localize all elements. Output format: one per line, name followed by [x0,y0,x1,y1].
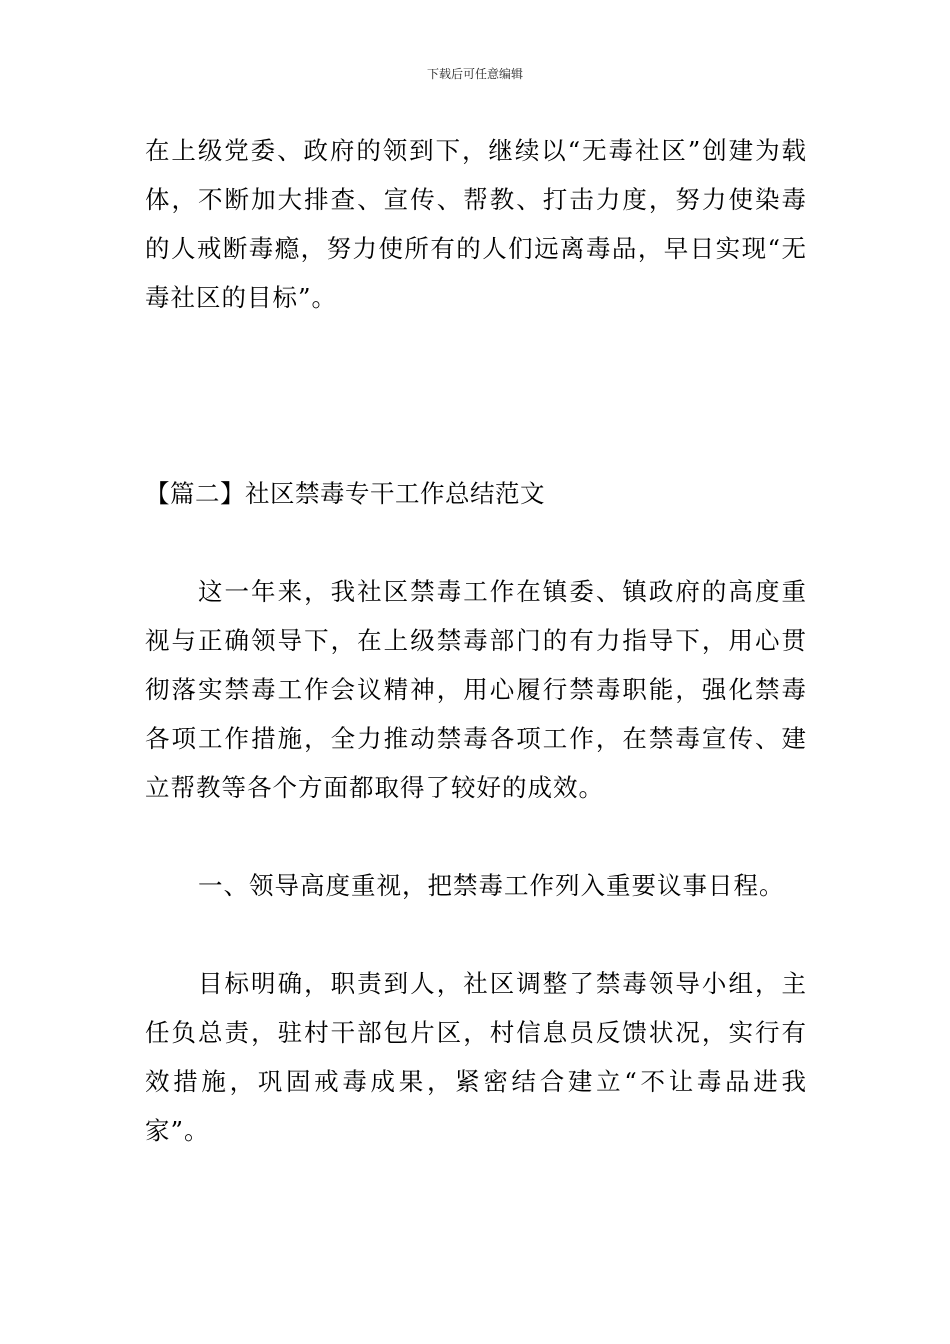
section-spacer [145,322,807,469]
spacer [145,812,807,861]
document-body [145,126,807,1155]
subheading-one: 一、领导高度重视，把禁毒工作列入重要议事日程。 [198,871,785,900]
section-title: 【篇二】社区禁毒专干工作总结范文 [145,479,545,508]
paragraph-summary: 这一年来，我社区禁毒工作在镇委、镇政府的高度重视与正确领导下，在上级禁毒部门的有力指导下，用心贯彻落实禁毒工作会议精神，用心履行禁毒职能，强化禁毒各项工作措施，全力推动禁毒各项工作，在禁毒宣传、建立帮教等各个方面都取得了较好的成效。 [145,577,807,802]
paragraph-detail: 目标明确，职责到人，社区调整了禁毒领导小组，主任负总责，驻村干部包片区，村信息员反馈状况，实行有效措施，巩固戒毒成果，紧密结合建立“不让毒品进我家”。 [145,969,807,1145]
paragraph-intro: 在上级党委、政府的领到下，继续以“无毒社区”创建为载体，不断加大排查、宣传、帮教、打击力度，努力使染毒的人戒断毒瘾，努力使所有的人们远离毒品，早日实现“无毒社区的目标”。 [145,136,807,312]
spacer [145,518,807,567]
spacer [145,910,807,959]
page-header-note: 下载后可任意编辑 [426,67,523,81]
